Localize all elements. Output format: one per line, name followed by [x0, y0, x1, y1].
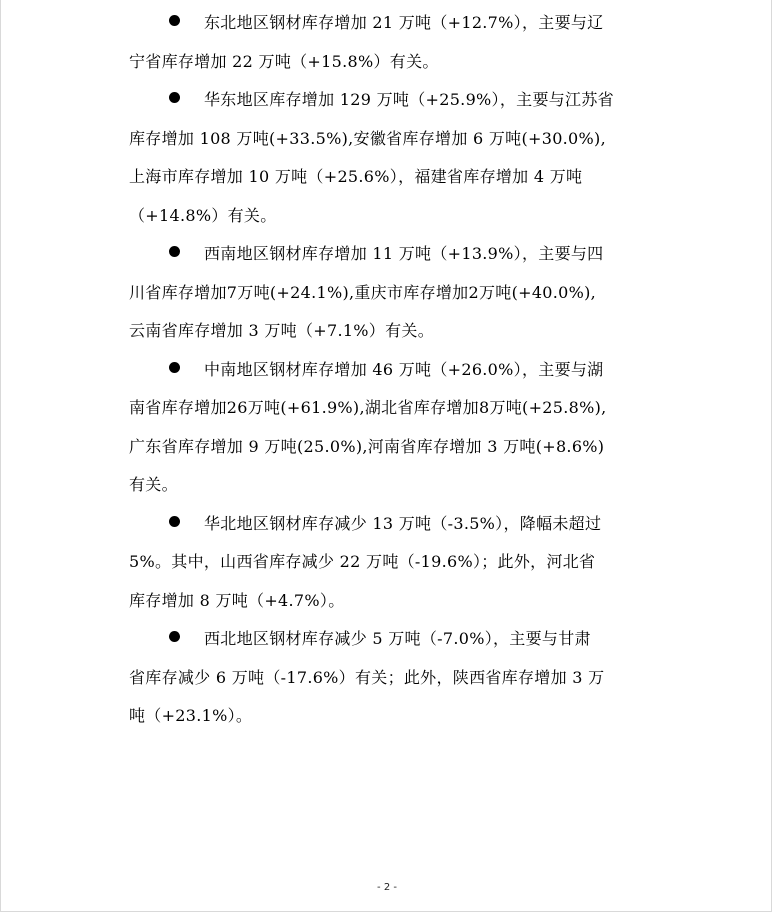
bullet-icon	[169, 246, 180, 257]
document-body	[129, 4, 649, 736]
bullet-icon	[169, 631, 180, 642]
bullet-paragraph-northwest	[129, 620, 649, 736]
paragraph-line: 库存增加 108 万吨(+33.5%),安徽省库存增加 6 万吨(+30.0%),	[129, 128, 606, 148]
paragraph-line: （+14.8%）有关。	[129, 205, 277, 225]
paragraph-first-line	[129, 4, 649, 43]
bullet-paragraph-east	[129, 81, 649, 235]
paragraph-line: 宁省库存增加 22 万吨（+15.8%）有关。	[129, 51, 439, 71]
paragraph-line: 广东省库存增加 9 万吨(25.0%),河南省库存增加 3 万吨(+8.6%)	[129, 436, 605, 456]
paragraph-first-line	[129, 81, 649, 120]
paragraph-line: 华东地区库存增加 129 万吨（+25.9%），主要与江苏省	[204, 90, 614, 109]
paragraph-line: 云南省库存增加 3 万吨（+7.1%）有关。	[129, 321, 435, 340]
bullet-icon	[169, 92, 180, 103]
bullet-icon	[169, 15, 180, 26]
page-number: - 2 -	[377, 882, 397, 893]
paragraph-line: 西北地区钢材库存减少 5 万吨（-7.0%），主要与甘肃	[204, 629, 591, 648]
paragraph-first-line	[129, 351, 649, 390]
paragraph-first-line	[129, 620, 649, 659]
paragraph-line: 中南地区钢材库存增加 46 万吨（+26.0%），主要与湖	[204, 359, 604, 379]
paragraph-line: 库存增加 8 万吨（+4.7%）。	[129, 590, 345, 610]
bullet-paragraph-northeast	[129, 4, 649, 81]
bullet-paragraph-north	[129, 505, 649, 621]
bullet-icon	[169, 516, 180, 527]
paragraph-first-line	[129, 235, 649, 274]
paragraph-line: 有关。	[129, 475, 178, 494]
paragraph-line: 5%。其中，山西省库存减少 22 万吨（-19.6%）；此外，河北省	[129, 552, 596, 571]
paragraph-line: 西南地区钢材库存增加 11 万吨（+13.9%），主要与四	[204, 244, 604, 263]
bullet-icon	[169, 362, 180, 373]
paragraph-first-line	[129, 505, 649, 544]
paragraph-line: 华北地区钢材库存减少 13 万吨（-3.5%），降幅未超过	[204, 513, 602, 533]
paragraph-line: 省库存减少 6 万吨（-17.6%）有关；此外，陕西省库存增加 3 万	[129, 667, 605, 687]
bullet-paragraph-central-south	[129, 351, 649, 505]
paragraph-line: 东北地区钢材库存增加 21 万吨（+12.7%），主要与辽	[204, 13, 604, 32]
paragraph-line: 南省库存增加26万吨(+61.9%),湖北省库存增加8万吨(+25.8%),	[129, 398, 607, 417]
paragraph-line: 川省库存增加7万吨(+24.1%),重庆市库存增加2万吨(+40.0%),	[129, 282, 597, 302]
bullet-paragraph-southwest	[129, 235, 649, 351]
paragraph-line: 吨（+23.1%）。	[129, 706, 253, 725]
paragraph-line: 上海市库存增加 10 万吨（+25.6%），福建省库存增加 4 万吨	[129, 167, 583, 186]
